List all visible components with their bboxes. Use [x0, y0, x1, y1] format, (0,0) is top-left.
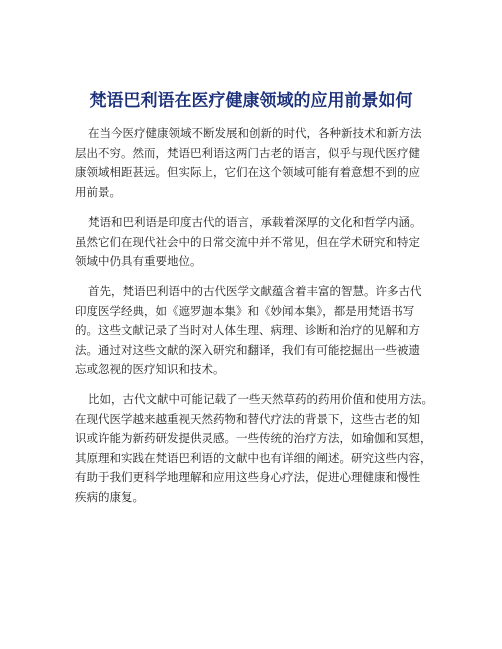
- paragraph-2: [75, 213, 435, 272]
- paragraph-line: 梵语和巴利语是印度古代的语言，承载着深厚的文化和哲学内涵。: [88, 215, 422, 229]
- paragraph-line: 虽然它们在现代社会中的日常交流中并不常见，但在学术研究和特定: [75, 234, 420, 249]
- paragraph-line: 康领域相距甚远。但实际上，它们在这个领域可能有着意想不到的应: [75, 165, 420, 179]
- paragraph-line: 法。通过对这些文献的深入研究和翻译，我们有可能挖掘出一些被遗: [75, 342, 420, 357]
- paragraph-line: 首先，梵语巴利语中的古代医学文献蕴含着丰富的智慧。许多古代: [88, 284, 422, 298]
- paragraph-line: 其原理和实践在梵语巴利语的文献中也有详细的阐述。研究这些内容，: [75, 450, 432, 465]
- paragraph-line: 疾病的康复。: [75, 489, 144, 504]
- paragraph-4: [75, 390, 435, 507]
- paragraph-3: [75, 282, 435, 380]
- paragraph-line: 有助于我们更科学地理解和应用这些身心疗法，促进心理健康和慢性: [75, 470, 420, 484]
- paragraph-1: [75, 124, 435, 202]
- paragraph-line: 层出不穷。然而，梵语巴利语这两门古老的语言，似乎与现代医疗健: [75, 145, 420, 160]
- paragraph-line: 比如，古代文献中可能记载了一些天然草药的药用价值和使用方法。: [88, 392, 433, 406]
- paragraph-line: 用前景。: [75, 184, 121, 199]
- paragraph-line: 忘或忽视的医疗知识和技术。: [75, 362, 225, 376]
- paragraph-line: 的。这些文献记录了当时对人体生理、病理、诊断和治疗的见解和方: [75, 323, 420, 337]
- paragraph-line: 识或许能为新药研发提供灵感。一些传统的治疗方法，如瑜伽和冥想，: [75, 431, 432, 445]
- paragraph-line: 在当今医疗健康领域不断发展和创新的时代，各种新技术和新方法: [88, 126, 422, 140]
- paragraph-line: 在现代医学越来越重视天然药物和替代疗法的背景下，这些古老的知: [75, 411, 420, 426]
- paragraph-line: 印度医学经典，如《遮罗迦本集》和《妙闻本集》，都是用梵语书写: [75, 303, 415, 318]
- paragraph-line: 领域中仍具有重要地位。: [75, 254, 202, 268]
- document-title: 梵语巴利语在医疗健康领域的应用前景如何: [89, 91, 413, 111]
